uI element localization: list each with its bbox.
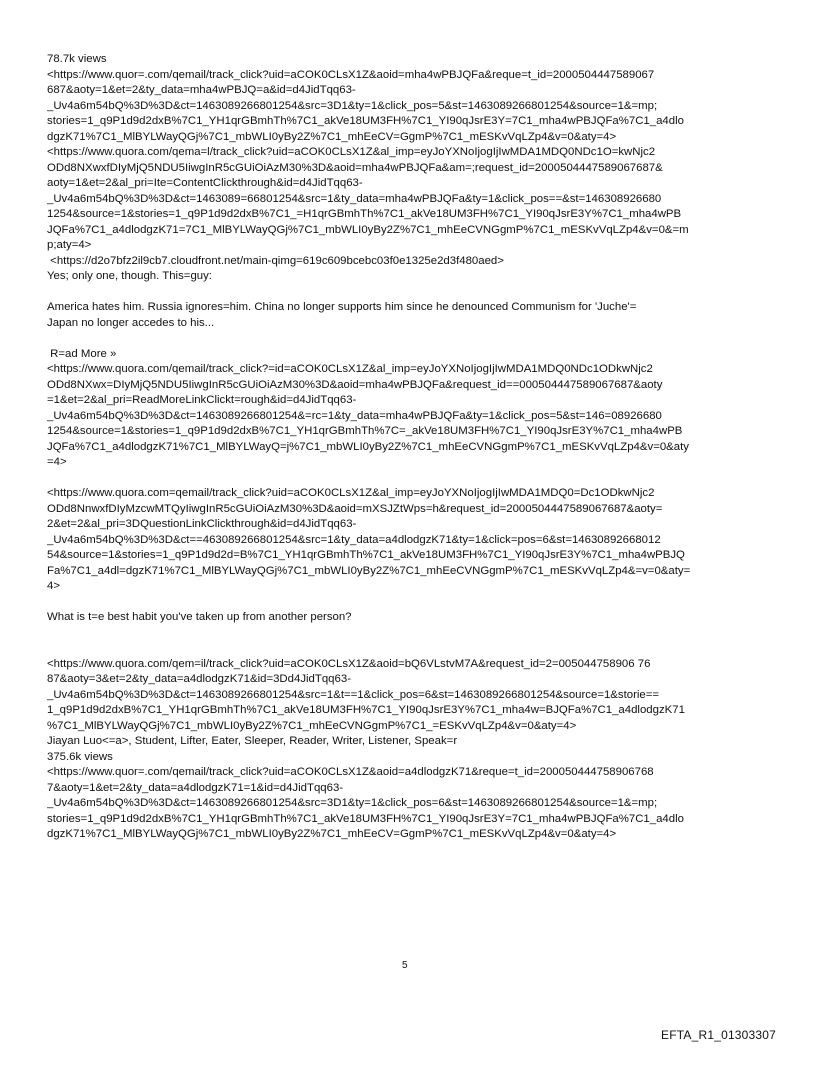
question-link[interactable]: <https://www.quora.com/qem=il/track_click?uid=aCOK0CLsX1Z&aoid=bQ6VLstvM7A&request_id=2=005044758906 76: [47, 657, 651, 670]
content-link[interactable]: ODd8NXwxfDIyMjQ5NDU5IiwgInR5cGUiOiAzM30%3D&aoid=mha4wPBJQFa&am=;request_id=2000504447589067687&: [47, 161, 663, 174]
tracking-link[interactable]: _Uv4a6m54bQ%3D%3D&ct=1463089266801254&src=3D1&ty=1&click_pos=6&st=1463089266801254&source=1&=mp;: [47, 797, 658, 809]
view-count: 78.7k views: [47, 53, 107, 65]
content-link[interactable]: JQFa%7C1_a4dlodgzK71=7C1_MlBYLWayQGj%7C1_mbWLI0yBy2Z%7C1_mhEeCVNGgmP%7C1_mESKvVqLZp4&v=0&=m: [47, 223, 689, 236]
spacer: [47, 285, 777, 301]
question-tracking-link[interactable]: Fa%7C1_a4dl=dgzK71%7C1_MlBYLWayQGj%7C1_mbWLI0yBy2Z%7C1_mhEeCVNGgmP%7C1_mESKvVqLZp4&=v=0&aty=: [47, 564, 691, 577]
tracking-link[interactable]: <https://www.quor=.com/qemail/track_click?uid=aCOK0CLsX1Z&aoid=a4dlodgzK71&reque=t_id=200050444758906768: [47, 766, 654, 778]
spacer: [47, 595, 777, 611]
read-more-tracking-link[interactable]: JQFa%7C1_a4dlodgzK71%7C1_MlBYLWayQ=j%7C1_mbWLI0yBy2Z%7C1_mhEeCVNGgmP%7C1_mESKvVqLZp4&v=0&aty: [47, 440, 689, 453]
read-more-link[interactable]: R=ad More »: [47, 347, 117, 360]
view-count: 375.6k views: [47, 750, 113, 763]
read-more-tracking-link[interactable]: ODd8NXwx=DIyMjQ5NDU5IiwgInR5cGUiOiAzM30%3D&aoid=mha4wPBJQFa&request_id==000504447589067687&aoty: [47, 378, 663, 391]
question-title: What is t=e best habit you've taken up from another person?: [47, 611, 352, 623]
read-more-tracking-link[interactable]: _Uv4a6m54bQ%3D%3D&ct=1463089266801254&=rc=1&ty_data=mha4wPBJQFa&ty=1&click_pos=5&st=146=08926680: [47, 409, 662, 422]
content-link[interactable]: <https://www.quora.com/qema=l/track_click?uid=aCOK0CLsX1Z&al_imp=eyJoYXNoIjogIjIwMDA1MDQ0NDc1O=kwNjc2: [47, 146, 656, 158]
answer-text: America hates him. Russia ignores=him. China no longer supports him since he denounced Communism for 'Juche'=: [47, 301, 637, 313]
spacer: [47, 471, 777, 487]
tracking-link[interactable]: 687&aoty=1&et=2&ty_data=mha4wPBJQ=a&id=d4JidTqq63-: [47, 84, 356, 96]
tracking-link[interactable]: _Uv4a6m54bQ%3D%3D&ct=1463089266801254&src=3D1&ty=1&click_pos=5&st=1463089266801254&source=1&=mp;: [47, 99, 658, 112]
question-link[interactable]: _Uv4a6m54bQ%3D%3D&ct=1463089266801254&src=1&t==1&click_pos=6&st=1463089266801254&source=1&storie==: [47, 688, 660, 701]
bates-number: EFTA_R1_01303307: [661, 1028, 777, 1042]
question-link[interactable]: %7C1_MlBYLWayQGj%7C1_mbWLI0yBy2Z%7C1_mhEeCVNGgmP%7C1_=ESKvVqLZp4&v=0&aty=4>: [47, 719, 577, 732]
tracking-link[interactable]: 7&aoty=1&et=2&ty_data=a4dlodgzK71=1&id=d4JidTqq63-: [47, 781, 344, 794]
question-tracking-link[interactable]: 4>: [47, 580, 60, 592]
question-tracking-link[interactable]: <https://www.quora.com=qemail/track_click?uid=aCOK0CLsX1Z&al_imp=eyJoYXNoIjogIjIwMDA1MDQ0=Dc1ODkwNjc2: [47, 487, 655, 499]
answer-text: Japan no longer accedes to his...: [47, 316, 215, 329]
spacer: [47, 331, 777, 347]
author-credential: Jiayan Luo<=a>, Student, Lifter, Eater, Sleeper, Reader, Writer, Listener, Speak=r: [47, 735, 458, 747]
question-link[interactable]: 87&aoty=3&et=2&ty_data=a4dlodgzK71&id=3Dd4JidTqq63-: [47, 673, 351, 685]
content-link[interactable]: aoty=1&et=2&al_pri=Ite=ContentClickthrough&id=d4JidTqq63-: [47, 177, 363, 189]
read-more-tracking-link[interactable]: <https://www.quora.com/qemail/track_click?=id=aCOK0CLsX1Z&al_imp=eyJoYXNoIjogIjIwMDA1MDQ0NDc1ODkwNjc2: [47, 363, 653, 375]
content-link[interactable]: _Uv4a6m54bQ%3D%3D&ct=1463089=66801254&src=1&ty_data=mha4wPBJQFa&ty=1&click_pos==&st=146308926680: [47, 192, 662, 205]
question-tracking-link[interactable]: 2&et=2&al_pri=3DQuestionLinkClickthrough&id=d4JidTqq63-: [47, 518, 357, 530]
page-number: 5: [402, 960, 408, 971]
document-body: [47, 52, 777, 843]
read-more-tracking-link[interactable]: =1&et=2&al_pri=ReadMoreLinkClickt=rough&id=d4JidTqq63-: [47, 394, 357, 406]
content-link[interactable]: p;aty=4>: [47, 239, 92, 251]
read-more-tracking-link[interactable]: =4>: [47, 456, 67, 468]
question-tracking-link[interactable]: 54&source=1&stories=1_q9P1d9d2d=B%7C1_YH1qrGBmhTh%7C1_akVe18UM3FH%7C1_YI90qJsrE3Y%7C1_mha4wPBJQ: [47, 549, 685, 561]
image-link[interactable]: <https://d2o7bfz2il9cb7.cloudfront.net/main-qimg=619c609bcebc03f0e1325e2d3f480aed>: [47, 254, 504, 267]
question-link[interactable]: 1_q9P1d9d2dxB%7C1_YH1qrGBmhTh%7C1_akVe18UM3FH%7C1_YI90qJsrE3Y%7C1_mha4w=BJQFa%7C1_a4dlodgzK71: [47, 704, 685, 716]
tracking-link[interactable]: dgzK71%7C1_MlBYLWayQGj%7C1_mbWLI0yBy2Z%7C1_mhEeCV=GgmP%7C1_mESKvVqLZp4&v=0&aty=4>: [47, 130, 617, 143]
content-link[interactable]: 1254&source=1&stories=1_q9P1d9d2dxB%7C1_=H1qrGBmhTh%7C1_akVe18UM3FH%7C1_YI90qJsrE3Y%7C1_mha4wPB: [47, 208, 682, 220]
question-tracking-link[interactable]: _Uv4a6m54bQ%3D%3D&ct==463089266801254&src=1&ty_data=a4dlodgzK71&ty=1&click=pos=6&st=14630892668012: [47, 533, 661, 546]
tracking-link[interactable]: stories=1_q9P1d9d2dxB%7C1_YH1qrGBmhTh%7C1_akVe18UM3FH%7C1_YI90qJsrE3Y=7C1_mha4wPBJQFa%7C1_a4dlo: [47, 115, 684, 127]
question-tracking-link[interactable]: ODd8NnwxfDIyMzcwMTQyIiwgInR5cGUiOiAzM30%3D&aoid=mXSJZtWps=h&request_id=2000504447589067687&aoty=: [47, 502, 663, 515]
tracking-link[interactable]: <https://www.quor=.com/qemail/track_click?uid=aCOK0CLsX1Z&aoid=mha4wPBJQFa&reque=t_id=2000504447589067: [47, 68, 655, 81]
spacer: [47, 626, 777, 657]
answer-text: Yes; only one, though. This=guy:: [47, 270, 212, 282]
tracking-link[interactable]: stories=1_q9P1d9d2dxB%7C1_YH1qrGBmhTh%7C1_akVe18UM3FH%7C1_YI90qJsrE3Y=7C1_mha4wPBJQFa%7C1_a4dlo: [47, 812, 684, 825]
tracking-link[interactable]: dgzK71%7C1_MlBYLWayQGj%7C1_mbWLI0yBy2Z%7C1_mhEeCV=GgmP%7C1_mESKvVqLZp4&v=0&aty=4>: [47, 828, 617, 840]
read-more-tracking-link[interactable]: 1254&source=1&stories=1_q9P1d9d2dxB%7C1_YH1qrGBmhTh%7C=_akVe18UM3FH%7C1_YI90qJsrE3Y%7C1_mha4wPB: [47, 425, 683, 437]
